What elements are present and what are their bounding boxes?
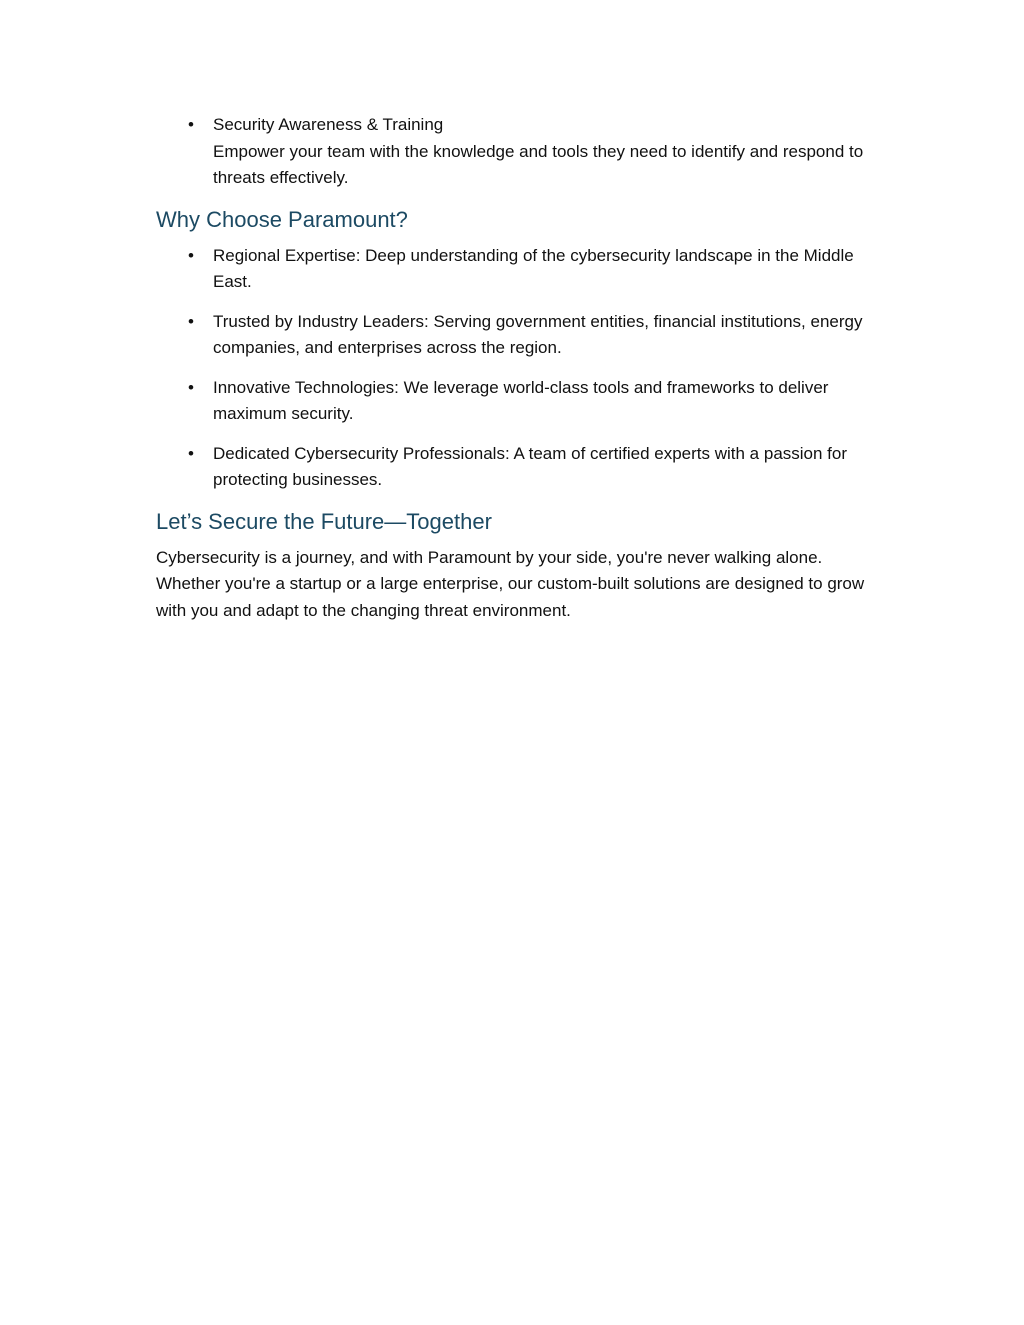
list-item-title: Security Awareness & Training	[213, 115, 444, 134]
document-page	[156, 112, 868, 624]
list-item	[156, 112, 868, 192]
list-item-text: Dedicated Cybersecurity Professionals: A team of certified experts with a passion for protecting businesses.	[213, 443, 848, 489]
bullet-icon: •	[188, 443, 194, 463]
list-item-text: Innovative Technologies: We leverage world-class tools and frameworks to deliver maximum security.	[213, 377, 829, 423]
list-item	[156, 375, 868, 428]
bullet-icon: •	[188, 115, 194, 134]
bullet-icon: •	[188, 245, 194, 265]
list-item-text: Regional Expertise: Deep understanding of the cybersecurity landscape in the Middle East.	[213, 245, 854, 291]
list-item-text: Trusted by Industry Leaders: Serving government entities, financial institutions, energy companies, and enterprises across the region.	[213, 311, 863, 357]
why-choose-list	[156, 243, 868, 494]
list-item	[156, 309, 868, 362]
bullet-icon: •	[188, 377, 194, 397]
list-item	[156, 441, 868, 494]
closing-paragraph: Cybersecurity is a journey, and with Paramount by your side, you're never walking alone. Whether you're a startup or a large enterprise, our custom-built solutions are designed to grow with you and adapt to the changing threat environment.	[156, 547, 865, 620]
bullet-icon: •	[188, 311, 194, 331]
list-item	[156, 243, 868, 296]
list-item-description: Empower your team with the knowledge and tools they need to identify and respond to threats effectively.	[213, 141, 864, 187]
services-list	[156, 112, 868, 192]
secure-future-heading: Let’s Secure the Future—Together	[156, 508, 492, 534]
why-choose-heading: Why Choose Paramount?	[156, 206, 408, 232]
